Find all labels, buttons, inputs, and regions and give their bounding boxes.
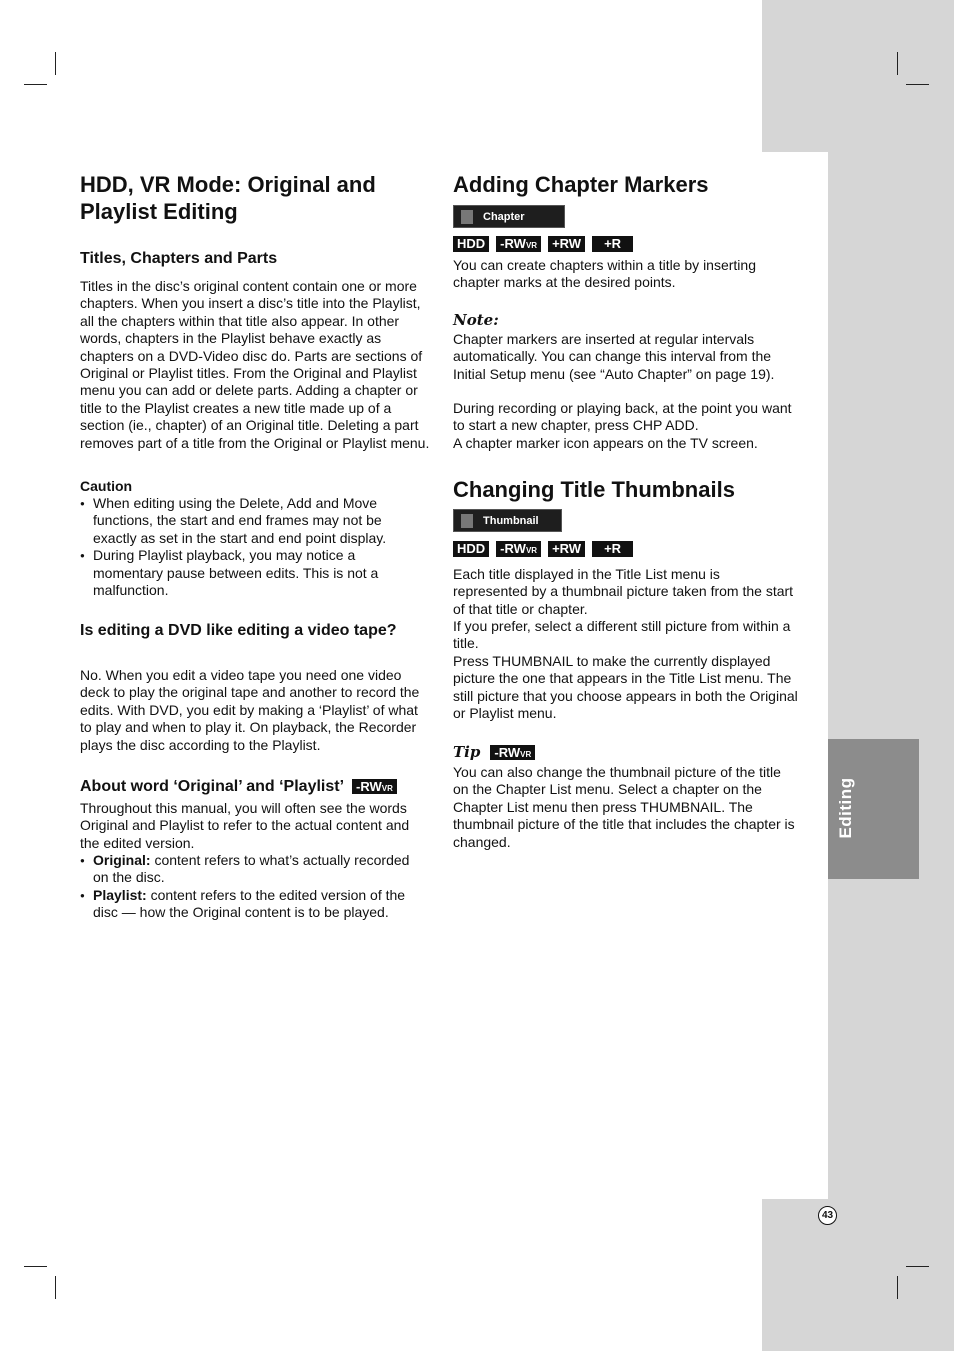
note-text-3: A chapter marker icon appears on the TV screen.	[453, 435, 758, 451]
margin-band	[828, 152, 954, 1199]
caution-list	[80, 495, 420, 599]
list-item: ● Playlist: content refers to the edited version of the disc — how the Original content is to be played.	[80, 887, 425, 922]
note-text-1: Chapter markers are inserted at regular intervals automatically. You can change this interval from the Initial Setup menu (see “Auto Chapter” on page 19).	[453, 331, 775, 382]
format-badge-plus-rw: +RW	[548, 541, 585, 557]
crop-mark	[897, 1276, 898, 1299]
crop-mark	[897, 52, 898, 75]
camera-icon	[461, 514, 473, 528]
tip-row	[453, 743, 535, 761]
film-icon	[461, 210, 473, 224]
section-heading-original-playlist: About word ‘Original’ and ‘Playlist’	[80, 778, 345, 795]
note-text-2: During recording or playing back, at the point you want to start a new chapter, press CHP ADD.	[453, 400, 792, 434]
format-badge-rw-vr: -RWVR	[490, 745, 535, 760]
thumbnail-body-2: If you prefer, select a different still picture from within a title.	[453, 618, 791, 652]
dvd-vs-tape-body: No. When you edit a video tape you need one video deck to play the original tape and another to record the edits. With DVD, you edit by making a ‘Playlist’ of what to play and when to play it. On playback, the Recorder plays the disc according to the Playlist.	[80, 667, 420, 753]
format-badges	[453, 236, 633, 252]
format-badge-plus-rw: +RW	[548, 236, 585, 252]
list-item: ● When editing using the Delete, Add and Move functions, the start and end frames may not be exactly as set in the start and end point display.	[80, 495, 420, 547]
format-badge-rw-vr: -RWVR	[352, 779, 397, 794]
original-playlist-list	[80, 852, 425, 922]
section-tab-label: Editing	[836, 777, 855, 839]
chapter-body: You can create chapters within a title by inserting chapter marks at the desired points.	[453, 257, 756, 291]
section-heading-titles: Titles, Chapters and Parts	[80, 250, 278, 267]
thumbnail-body-1: Each title displayed in the Title List menu is represented by a thumbnail picture taken from the start of that title or chapter.	[453, 566, 794, 617]
format-badge-plus-r: +R	[592, 541, 633, 557]
section-heading-row	[80, 776, 397, 797]
page-title: HDD, VR Mode: Original and Playlist Editing	[80, 172, 376, 224]
list-item: ● Original: content refers to what’s actually recorded on the disc.	[80, 852, 425, 887]
format-badge-rw-vr: -RWVR	[496, 541, 541, 557]
crop-mark	[24, 1266, 47, 1267]
format-badge-rw-vr: -RWVR	[496, 236, 541, 252]
format-badge-hdd: HDD	[453, 541, 489, 557]
tip-label: Tip	[453, 743, 481, 761]
section-title-thumbnails: Changing Title Thumbnails	[453, 477, 735, 502]
thumbnail-body-3: Press THUMBNAIL to make the currently displayed picture the one that appears in the Title List menu. The still picture that you choose appears in both the Original or Playlist menu.	[453, 653, 798, 722]
original-playlist-body: Throughout this manual, you will often see the words Original and Playlist to refer to the actual content and the edited version.	[80, 800, 410, 851]
titles-body: Titles in the disc’s original content contain one or more chapters. When you insert a disc’s title into the Playlist, all the chapters within that title also appear. In other words, chapters in the Playlist behave exactly as chapters on a DVD-Video disc do. Parts are sections of Original or Playlist titles. From the Original and Playlist menu you can add or delete parts. Adding a chapter or title to the Playlist creates a new title made up of a section (ie., chapter) of an Original title. Deleting a part removes part of a title from the Original or Playlist menu.	[80, 278, 430, 451]
tip-text: You can also change the thumbnail picture of the title on the Chapter List menu. Select a chapter on the Chapter List menu then press THUMBNAIL. The thumbnail picture of the title that includes the chapter is changed.	[453, 764, 795, 850]
osd-chapter: Chapter	[453, 205, 565, 228]
crop-mark	[55, 1276, 56, 1299]
format-badge-plus-r: +R	[592, 236, 633, 252]
crop-mark	[906, 1266, 929, 1267]
format-badge-hdd: HDD	[453, 236, 489, 252]
format-badges	[453, 541, 633, 557]
crop-mark	[906, 84, 929, 85]
note-label: Note:	[453, 311, 499, 329]
margin-band-top	[762, 0, 954, 152]
osd-thumbnail: Thumbnail	[453, 509, 562, 532]
crop-mark	[55, 52, 56, 75]
page-number: 43	[818, 1206, 837, 1225]
section-title-chapter-markers: Adding Chapter Markers	[453, 172, 709, 197]
caution-label: Caution	[80, 478, 133, 494]
list-item: ● During Playlist playback, you may notice a momentary pause between edits. This is not a malfunction.	[80, 547, 420, 599]
crop-mark	[24, 84, 47, 85]
margin-band-bottom	[762, 1199, 954, 1351]
section-heading-dvd-vs-tape: Is editing a DVD like editing a video tape?	[80, 622, 397, 639]
